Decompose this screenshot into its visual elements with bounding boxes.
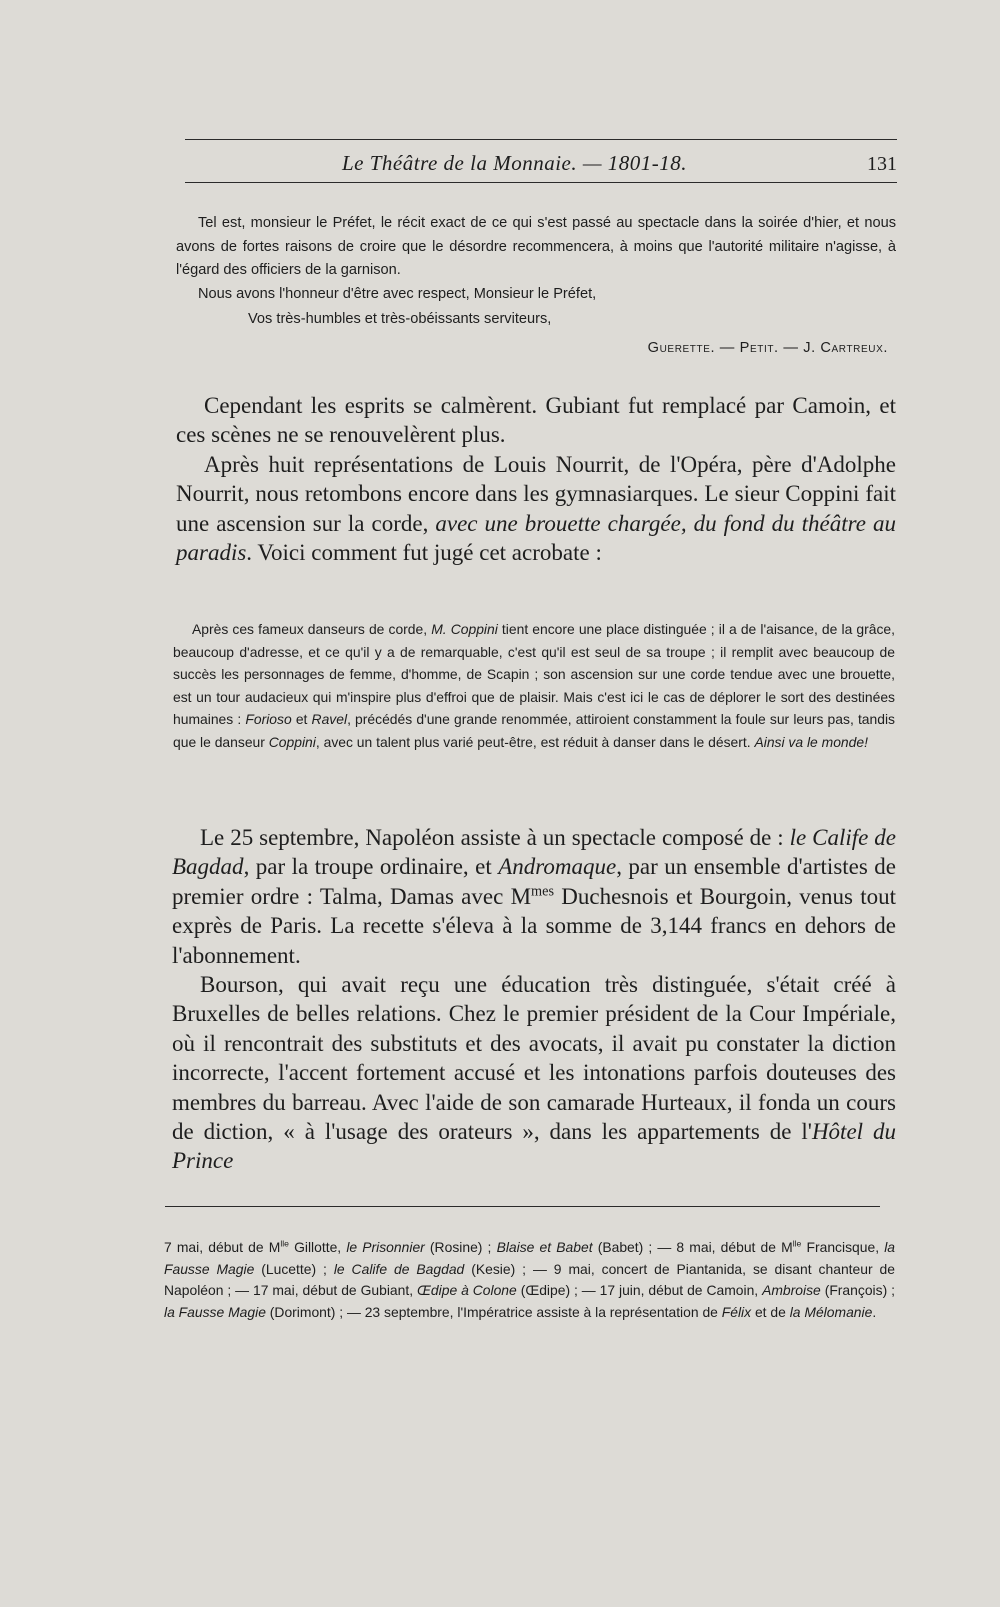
quote-paragraph <box>173 618 895 754</box>
text-run: (Babet) ; — 8 mai, début de M <box>592 1239 793 1255</box>
italic-run: Œdipe à Colone <box>417 1282 517 1298</box>
body-text <box>176 391 896 567</box>
italic-run: la Fausse Magie <box>164 1239 896 1277</box>
text-run: (Kesie) ; — 9 mai, concert de Piantanida, se disant chanteur de Napoléon ; — 17 mai, début de Gubiant, <box>164 1260 895 1298</box>
page-number: 131 <box>867 153 897 175</box>
text-run: , par un ensemble d'artistes de premier ordre : Talma, Damas avec M <box>172 854 896 909</box>
text-run: Gillotte, <box>288 1239 347 1255</box>
text-run: . <box>872 1303 877 1320</box>
italic-run: la Fausse Magie <box>164 1303 266 1320</box>
text-run: et <box>291 711 312 728</box>
text-run: tient encore une place distinguée ; il a de l'aisance, de la grâce, beaucoup d'adresse, et ce qu'il y a de remarquable, c'est qu'il est seul de sa troupe ; il remplit avec beaucoup de succès les personnages de femme, d'homme, de Scapin ; son ascension sur une corde tendue avec une brouette, est un tour audacieux qui m'inspire plus d'effroi que de plaisir. Mais c'est ici le cas de déplorer le sort des destinées humaines : <box>173 621 895 728</box>
header-bottom-rule <box>185 182 897 183</box>
running-title: Le Théâtre de la Monnaie. — 1801-18. <box>342 151 688 175</box>
text-run: , avec un talent plus varié peut-être, est réduit à danser dans le désert. <box>315 733 755 750</box>
letter-excerpt <box>176 212 896 360</box>
paragraph <box>172 970 896 1176</box>
italic-run: Coppini <box>268 733 316 750</box>
italic-run: Ravel <box>311 711 348 728</box>
italic-run: Forioso <box>245 711 292 728</box>
paragraph <box>172 823 896 970</box>
superscript: mes <box>531 883 554 900</box>
text-run: (François) ; <box>820 1282 895 1298</box>
text-run: Duchesnois et Bourgoin, venus tout exprès de Paris. La recette s'éleva à la somme de 3,144 francs en dehors de l'abonnement. <box>172 883 896 968</box>
text-run: (Dorimont) ; — 23 septembre, l'Impératrice assiste à la représentation de <box>265 1303 722 1320</box>
text-run: et de <box>751 1303 790 1320</box>
text-run: (Rosine) ; <box>424 1239 497 1255</box>
header-top-rule <box>185 139 897 140</box>
text-run: Après huit représentations de Louis Nourrit, de l'Opéra, père d'Adolphe Nourrit, nous retombons encore dans les gymnasiarques. Le sieur Coppini fait une ascension sur la corde, <box>176 451 896 536</box>
text-run: Francisque, <box>801 1239 885 1255</box>
footnote-rule <box>165 1206 880 1207</box>
italic-run: le Prisonnier <box>346 1239 425 1255</box>
italic-run: la Mélomanie <box>789 1303 873 1320</box>
letter-signature: Guerette. — Petit. — J. Cartreux. <box>647 339 888 356</box>
italic-run: le Calife de Bagdad <box>333 1260 465 1277</box>
italic-run: Andromaque <box>498 854 617 880</box>
running-header <box>185 147 897 181</box>
text-run: Bourson, qui avait reçu une éducation très distinguée, s'était créé à Bruxelles de belles relations. Chez le premier président de la Cour Impériale, où il rencontrait des substituts et des avocats, il avait pu constater la diction incorrecte, l'accent fortement accusé et les intonations parfois douteuses des membres du barreau. Avec l'aide de son camarade Hurteaux, il fonda un cours de diction, « à l'usage des orateurs », dans les appartements de l' <box>172 972 896 1145</box>
text-run: , par la troupe ordinaire, et <box>243 854 499 880</box>
superscript: lle <box>280 1238 289 1249</box>
italic-run: Blaise et Babet <box>496 1239 593 1255</box>
footnote-paragraph <box>164 1237 895 1323</box>
body-text <box>172 823 896 1176</box>
italic-run: Ambroise <box>762 1282 821 1298</box>
italic-run: Hôtel du Prince <box>172 1119 896 1174</box>
paragraph <box>176 450 896 568</box>
block-quote <box>173 618 895 754</box>
superscript: lle <box>792 1238 802 1249</box>
text-run: Le 25 septembre, Napoléon assiste à un spectacle composé de : <box>200 825 790 850</box>
letter-paragraph: Nous avons l'honneur d'être avec respect, Monsieur le Préfet, <box>198 285 597 302</box>
italic-run: M. Coppini <box>431 621 498 637</box>
text-run: (Lucette) ; <box>254 1260 334 1277</box>
letter-closing: Vos très-humbles et très-obéissants serviteurs, <box>248 311 552 327</box>
letter-paragraph: Tel est, monsieur le Préfet, le récit exact de ce qui s'est passé au spectacle dans la soirée d'hier, et nous avons de fortes raisons de croire que le désordre recommencera, à moins que l'autorité militaire n'agisse, à l'égard des officiers de la garnison. <box>176 215 896 278</box>
italic-run: avec une brouette chargée, du fond du théâtre au paradis <box>176 510 896 566</box>
text-run: , précédés d'une grande renommée, attiroient constamment la foule sur leurs pas, tandis que le danseur <box>173 711 896 750</box>
italic-run: Félix <box>721 1303 752 1320</box>
text-run: Après ces fameux danseurs de corde, <box>192 621 432 637</box>
italic-run: Ainsi va le monde! <box>754 733 868 750</box>
text-run: . Voici comment fut jugé cet acrobate : <box>246 540 602 566</box>
paragraph: Cependant les esprits se calmèrent. Gubiant fut remplacé par Camoin, et ces scènes ne se renouvelèrent plus. <box>176 393 896 448</box>
italic-run: le Calife de Bagdad <box>172 825 897 880</box>
footnote <box>164 1237 895 1323</box>
text-run: (Œdipe) ; — 17 juin, début de Camoin, <box>516 1282 763 1298</box>
text-run: 7 mai, début de M <box>164 1239 281 1255</box>
